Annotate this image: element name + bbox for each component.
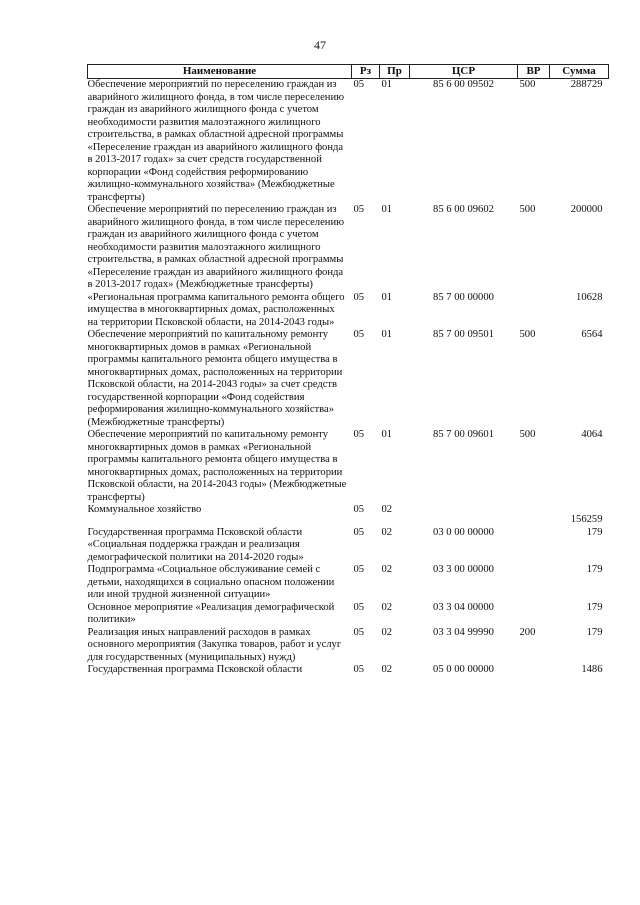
cell-rz: 05 xyxy=(353,204,365,215)
page-number: 47 xyxy=(314,38,326,52)
cell-rz: 05 xyxy=(353,564,365,575)
cell-vr xyxy=(518,504,550,527)
cell-name: Обеспечение мероприятий по переселению граждан из аварийного жилищного фонда, в том числе переселению граждан из аварийного жилищного фонда с учетом необходимости развития малоэтажного жилищного строительства, в рамках областной адресной программы «Переселение граждан из аварийного жилищного фонда в 2013-2017 годах» (Межбюджетные трансферты) xyxy=(87,204,345,290)
cell-name: Обеспечение мероприятий по переселению граждан из аварийного жилищного фонда, в том числе переселению граждан из аварийного жилищного фонда с учетом необходимости развития малоэтажного жилищного строительства, в рамках областной адресной программы «Переселение граждан из аварийного жилищного фонда в 2013-2017 годах» за счет средств государственной корпорации «Фонд содействия реформированию жилищно-коммунального хозяйства» (Межбюджетные трансферты) xyxy=(87,79,345,203)
table-row xyxy=(88,79,609,205)
cell-csr: 03 3 04 99990 xyxy=(433,626,494,638)
cell-pr: 02 xyxy=(381,664,393,675)
table-row xyxy=(88,504,609,527)
cell-sum: 179 xyxy=(586,564,603,575)
table-row xyxy=(88,664,609,677)
cell-sum: 156259 xyxy=(570,514,603,525)
table-row xyxy=(88,292,609,330)
budget-table xyxy=(87,64,609,677)
cell-vr: 500 xyxy=(519,429,536,440)
cell-name: Подпрограмма «Социальное обслуживание семей с детьми, находящихся в социально опасном положении или иной трудной жизненной ситуации» xyxy=(87,564,335,600)
table-row xyxy=(88,627,609,665)
cell-sum: 10628 xyxy=(576,291,603,303)
cell-sum: 179 xyxy=(586,601,603,613)
header-pr: Пр xyxy=(380,65,410,79)
cell-rz: 05 xyxy=(353,429,365,440)
cell-name: Обеспечение мероприятий по капитальному ремонту многоквартирных домов в рамках «Региональной программы капитального ремонта общего имущества в многоквартирных домах, расположенных на территории Псковской области, на 2014-2043 годы» (Межбюджетные трансферты) xyxy=(87,429,347,503)
table-header-row xyxy=(88,65,609,79)
cell-pr: 02 xyxy=(381,626,393,638)
cell-csr: 85 7 00 09501 xyxy=(433,329,494,340)
cell-csr: 03 0 00 00000 xyxy=(433,526,494,538)
header-sum: Сумма xyxy=(550,65,609,79)
cell-sum: 6564 xyxy=(581,329,603,340)
cell-vr: 500 xyxy=(519,329,536,340)
cell-csr: 03 3 00 00000 xyxy=(433,564,494,575)
header-name: Наименование xyxy=(88,65,352,79)
cell-vr xyxy=(518,602,550,627)
table-row xyxy=(88,602,609,627)
cell-vr: 200 xyxy=(519,626,536,638)
cell-sum: 200000 xyxy=(570,204,603,215)
table-row xyxy=(88,527,609,565)
cell-rz: 05 xyxy=(353,626,365,638)
cell-vr xyxy=(518,292,550,330)
header-rz: Рз xyxy=(352,65,380,79)
cell-csr: 03 3 04 00000 xyxy=(433,601,494,613)
cell-name: Коммунальное хозяйство xyxy=(87,504,202,515)
cell-csr: 85 7 00 09601 xyxy=(433,429,494,440)
cell-pr: 01 xyxy=(381,204,393,215)
header-vr: ВР xyxy=(518,65,550,79)
header-csr: ЦСР xyxy=(410,65,518,79)
cell-pr: 02 xyxy=(381,504,393,515)
table-row xyxy=(88,204,609,292)
cell-rz: 05 xyxy=(353,291,365,303)
cell-rz: 05 xyxy=(353,504,365,515)
cell-sum: 288729 xyxy=(570,79,603,90)
cell-rz: 05 xyxy=(353,526,365,538)
cell-vr xyxy=(518,564,550,602)
cell-name: Государственная программа Псковской области «Социальная поддержка граждан и реализация демографической политики на 2014-2020 годы» xyxy=(87,526,304,563)
table-row xyxy=(88,564,609,602)
cell-pr: 01 xyxy=(381,291,393,303)
cell-rz: 05 xyxy=(353,329,365,340)
cell-pr: 01 xyxy=(381,429,393,440)
cell-pr: 02 xyxy=(381,601,393,613)
cell-name: Основное мероприятие «Реализация демографической политики» xyxy=(87,601,335,625)
cell-rz: 05 xyxy=(353,601,365,613)
table-row xyxy=(88,329,609,429)
cell-name: Государственная программа Псковской области xyxy=(87,664,303,675)
cell-sum: 4064 xyxy=(581,429,603,440)
cell-rz: 05 xyxy=(353,664,365,675)
cell-csr: 85 7 00 00000 xyxy=(433,291,494,303)
cell-vr: 500 xyxy=(519,204,536,215)
cell-pr: 01 xyxy=(381,329,393,340)
cell-pr: 01 xyxy=(381,79,393,90)
cell-pr: 02 xyxy=(381,526,393,538)
cell-sum: 1486 xyxy=(581,664,603,675)
cell-vr xyxy=(518,664,550,677)
cell-csr: 85 6 00 09502 xyxy=(433,79,494,90)
cell-vr: 500 xyxy=(519,79,536,90)
cell-rz: 05 xyxy=(353,79,365,90)
cell-name: Обеспечение мероприятий по капитальному ремонту многоквартирных домов в рамках «Региональной программы капитального ремонта общего имущества в многоквартирных домах, расположенных на территории Псковской области, на 2014-2043 годы» за счет средств государственной корпорации «Фонд содействия реформирования жилищно-коммунального хозяйства» (Межбюджетные трансферты) xyxy=(87,329,343,428)
cell-name: «Региональная программа капитального ремонта общего имущества в многоквартирных домах, расположенных на территории Псковской области, на 2014-2043 годы» xyxy=(87,291,345,328)
cell-pr: 02 xyxy=(381,564,393,575)
table-row xyxy=(88,429,609,504)
cell-sum: 179 xyxy=(586,626,603,638)
cell-sum: 179 xyxy=(586,526,603,538)
cell-vr xyxy=(518,527,550,565)
cell-csr: 05 0 00 00000 xyxy=(433,664,494,675)
cell-name: Реализация иных направлений расходов в рамках основного мероприятия (Закупка товаров, работ и услуг для государственных (муниципальных) нужд) xyxy=(87,626,342,663)
cell-csr: 85 6 00 09602 xyxy=(433,204,494,215)
cell-csr xyxy=(410,504,518,527)
